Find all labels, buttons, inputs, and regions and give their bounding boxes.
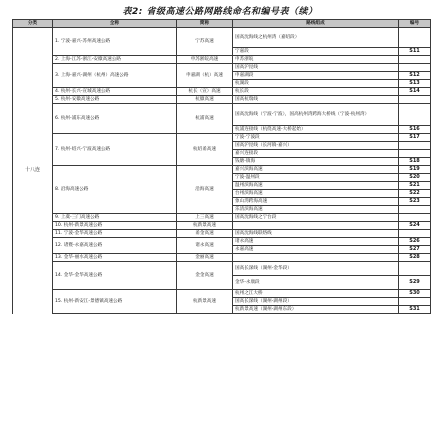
header-name: 全称 <box>53 20 177 28</box>
route-alias: 杭浦高速 <box>177 104 233 134</box>
route-segment: 钱塘-镇海 <box>233 158 399 166</box>
route-segment: 杭湖段 <box>233 80 399 88</box>
route-code: S17 <box>399 134 431 142</box>
route-segment: 杭新景高速（湖州-湖州东段） <box>233 306 399 314</box>
header-code: 编号 <box>399 20 431 28</box>
route-alias: 沿海高速 <box>177 166 233 214</box>
route-code: S12 <box>399 72 431 80</box>
route-name: 2. 上海-江苏-浙江-安徽高速公路 <box>53 56 177 64</box>
route-code: S26 <box>399 238 431 246</box>
route-segment: 国高沪昆线（长河镇-嘉兴） <box>233 142 399 150</box>
route-name: 9. 上虞-三门高速公路 <box>53 214 177 222</box>
route-segment: 国高沈海线之宁台段 <box>233 214 399 222</box>
route-segment: 宁嘉段 <box>233 48 399 56</box>
route-segment: 杭浦连接线（杭绕高速-大桥起始） <box>233 126 399 134</box>
route-segment: 申嘉湖段 <box>233 72 399 80</box>
route-code <box>399 214 431 222</box>
route-segment: 国高沈海线联络线 <box>233 230 399 238</box>
route-name: 1. 宁波-嘉兴-苏州高速公路 <box>53 28 177 56</box>
route-code: S29 <box>399 276 431 290</box>
route-name: 15. 杭州-新安江-景德镇高速公路 <box>53 290 177 314</box>
route-code <box>399 28 431 48</box>
route-alias: 杭绍甬高速 <box>177 134 233 166</box>
route-code: S13 <box>399 80 431 88</box>
route-alias: 杭长（宣）高速 <box>177 88 233 96</box>
route-name: 10. 杭州-新景高速公路 <box>53 222 177 230</box>
route-segment: 永嘉高速 <box>233 246 399 254</box>
route-name: 14. 金华-金华高速公路 <box>53 262 177 290</box>
table-title: 表2: 省级高速公路网路线命名和编号表（续） <box>122 7 318 17</box>
route-code: S19 <box>399 166 431 174</box>
route-code <box>399 298 431 306</box>
route-segment: 乐清滨海高速 <box>233 206 399 214</box>
route-name: 3. 上海-嘉兴-湖州（杭州）高速公路 <box>53 64 177 88</box>
route-segment: 国高长深线（湖州-金华段） <box>233 262 399 276</box>
route-code: S28 <box>399 254 431 262</box>
route-alias: 甬金高速 <box>177 230 233 238</box>
route-name: 13. 金华-丽水高速公路 <box>53 254 177 262</box>
route-code <box>399 206 431 214</box>
route-segment: 申苏浙皖 <box>233 56 399 64</box>
route-code: S27 <box>399 246 431 254</box>
route-alias: 杭新景高速 <box>177 290 233 314</box>
header-row <box>13 20 431 28</box>
header-alias: 简称 <box>177 20 233 28</box>
route-segment: 宁波-宁波段 <box>233 134 399 142</box>
route-code <box>399 56 431 64</box>
table-body <box>13 28 431 314</box>
route-name: 12. 诸暨-永嘉高速公路 <box>53 238 177 254</box>
route-alias: 杭新景高速 <box>177 222 233 230</box>
route-segment: 国高沪昆线 <box>233 64 399 72</box>
route-name: 11. 宁波-金华高速公路 <box>53 230 177 238</box>
route-code: S30 <box>399 290 431 298</box>
route-alias: 金金高速 <box>177 262 233 290</box>
route-alias: 诸永高速 <box>177 238 233 254</box>
route-code <box>399 104 431 126</box>
route-segment: 台州滨海高速 <box>233 190 399 198</box>
route-code: S11 <box>399 48 431 56</box>
route-segment: 嘉兴连接段 <box>233 150 399 158</box>
route-segment: 杭州之江大桥 <box>233 290 399 298</box>
route-code <box>399 96 431 104</box>
route-name: 7. 杭州-绍兴-宁波高速公路 <box>53 134 177 166</box>
route-name: 8. 沿海高速公路 <box>53 166 177 214</box>
route-code: S20 <box>399 174 431 182</box>
route-segment: 诸永高速 <box>233 238 399 246</box>
route-segment: 金华-永康段 <box>233 276 399 290</box>
route-segment: 嘉兴滨海高速 <box>233 166 399 174</box>
route-segment: 象山湾跨海高速 <box>233 198 399 206</box>
route-alias: 申苏浙皖高速 <box>177 56 233 64</box>
route-segment <box>233 254 399 262</box>
route-alias: 杭徽高速 <box>177 96 233 104</box>
route-alias: 宁苏高速 <box>177 28 233 56</box>
route-segment: 温州滨海高速 <box>233 182 399 190</box>
route-segment: 宁波-温州段 <box>233 174 399 182</box>
route-name: 5. 杭州-安徽高速公路 <box>53 96 177 104</box>
route-code <box>399 262 431 276</box>
route-name: 4. 杭州-长兴-宣城高速公路 <box>53 88 177 96</box>
route-code <box>399 142 431 150</box>
header-segments: 路线组成 <box>233 20 399 28</box>
route-segment: 国高长深线（湖州-湖州段） <box>233 298 399 306</box>
route-segment: 杭长段 <box>233 88 399 96</box>
route-segment: 国高沈海线之杭州湾（嘉绍段） <box>233 28 399 48</box>
route-alias: 申嘉湖（杭）高速 <box>177 64 233 88</box>
route-code <box>399 150 431 158</box>
route-code: S22 <box>399 190 431 198</box>
route-code <box>399 230 431 238</box>
route-code: S23 <box>399 198 431 206</box>
route-code: S14 <box>399 88 431 96</box>
route-segment <box>233 222 399 230</box>
route-code: S18 <box>399 158 431 166</box>
route-code: S24 <box>399 222 431 230</box>
route-alias: 上三高速 <box>177 214 233 222</box>
route-code <box>399 64 431 72</box>
route-name: 6. 杭州-浦东高速公路 <box>53 104 177 134</box>
route-segment: 国高杭瑞线 <box>233 96 399 104</box>
header-category: 分类 <box>13 20 53 28</box>
route-table <box>12 19 431 314</box>
route-alias: 金丽高速 <box>177 254 233 262</box>
route-segment: 国高沈海线（宁波-宁波），国高杭州湾跨海大桥线（宁波-杭州湾） <box>233 104 399 126</box>
category-cell: 十八连 <box>13 28 53 314</box>
route-code: S31 <box>399 306 431 314</box>
route-code: S16 <box>399 126 431 134</box>
route-code: S21 <box>399 182 431 190</box>
